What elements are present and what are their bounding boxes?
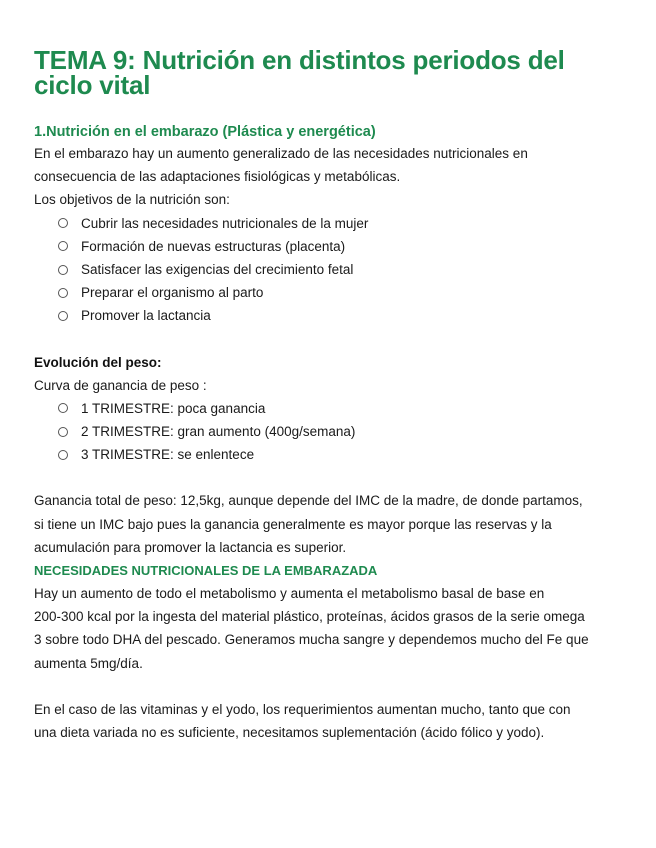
curve-label: Curva de ganancia de peso : xyxy=(34,377,207,393)
document-page xyxy=(34,45,624,744)
list-item-text: 1 TRIMESTRE: poca ganancia xyxy=(81,400,266,416)
paragraph-line: consecuencia de las adaptaciones fisiológicas y metabólicas. xyxy=(34,169,401,185)
paragraph-line: acumulación para promover la lactancia es superior. xyxy=(34,539,347,555)
paragraph-line: una dieta variada no es suficiente, necesitamos suplementación (ácido fólico y yodo). xyxy=(34,725,545,741)
list-item-text: Cubrir las necesidades nutricionales de la mujer xyxy=(81,215,369,231)
circle-bullet-icon xyxy=(58,311,68,321)
circle-bullet-icon xyxy=(58,450,68,460)
list-item-text: Preparar el organismo al parto xyxy=(81,285,264,301)
spacer xyxy=(34,466,624,489)
list-item xyxy=(58,258,624,281)
list-item xyxy=(58,443,624,466)
nutritional-needs-heading: NECESIDADES NUTRICIONALES DE LA EMBARAZADA xyxy=(34,563,378,579)
paragraph-line: En el embarazo hay un aumento generalizado de las necesidades nutricionales en xyxy=(34,146,528,161)
paragraph-line: Ganancia total de peso: 12,5kg, aunque depende del IMC de la madre, de donde partamos, xyxy=(34,493,583,509)
list-item xyxy=(58,235,624,258)
trimester-list xyxy=(34,397,624,467)
list-item-text: Promover la lactancia xyxy=(81,308,211,324)
spacer xyxy=(34,328,624,351)
circle-bullet-icon xyxy=(58,403,68,413)
list-item xyxy=(58,397,624,420)
list-item-text: 3 TRIMESTRE: se enlentece xyxy=(81,447,255,463)
paragraph-line: 3 sobre todo DHA del pescado. Generamos mucha sangre y dependemos mucho del Fe que xyxy=(34,632,589,648)
objectives-list xyxy=(34,212,624,328)
spacer xyxy=(34,675,624,698)
paragraph-line: Hay un aumento de todo el metabolismo y aumenta el metabolismo basal de base en xyxy=(34,586,545,602)
list-item-text: Formación de nuevas estructuras (placenta) xyxy=(81,238,346,254)
list-item-text: 2 TRIMESTRE: gran aumento (400g/semana) xyxy=(81,424,356,440)
circle-bullet-icon xyxy=(58,241,68,251)
paragraph-line: si tiene un IMC bajo pues la ganancia generalmente es mayor porque las reservas y la xyxy=(34,516,552,532)
list-item xyxy=(58,212,624,235)
paragraph-line: aumenta 5mg/día. xyxy=(34,655,143,671)
paragraph-line: 200-300 kcal por la ingesta del material plástico, proteínas, ácidos grasos de la serie omega xyxy=(34,609,585,625)
page-title: TEMA 9: Nutrición en distintos periodos del ciclo vital xyxy=(34,45,565,100)
objectives-label: Los objetivos de la nutrición son: xyxy=(34,192,230,208)
circle-bullet-icon xyxy=(58,218,68,228)
list-item-text: Satisfacer las exigencias del crecimiento fetal xyxy=(81,262,354,278)
circle-bullet-icon xyxy=(58,427,68,437)
list-item xyxy=(58,420,624,443)
list-item xyxy=(58,304,624,327)
circle-bullet-icon xyxy=(58,288,68,298)
list-item xyxy=(58,281,624,304)
circle-bullet-icon xyxy=(58,265,68,275)
paragraph-line: En el caso de las vitaminas y el yodo, los requerimientos aumentan mucho, tanto que con xyxy=(34,701,571,717)
weight-heading: Evolución del peso: xyxy=(34,354,162,370)
section-heading-pregnancy-nutrition: 1.Nutrición en el embarazo (Plástica y energética) xyxy=(34,124,376,140)
